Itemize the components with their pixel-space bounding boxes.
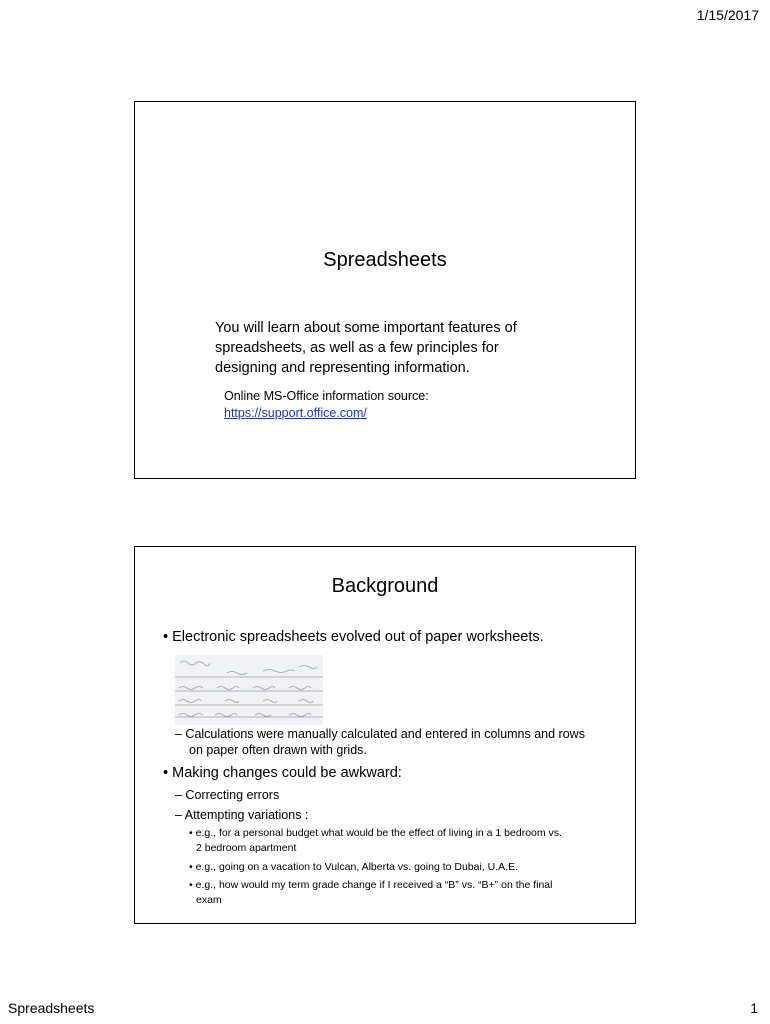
sub-bullet-item: – Attempting variations : bbox=[175, 808, 309, 822]
slide-title: Background bbox=[331, 575, 439, 597]
sub-bullet-line: – Calculations were manually calculated and entered in columns and rows bbox=[175, 727, 585, 741]
slide-background bbox=[134, 546, 636, 924]
slide-title: Spreadsheets bbox=[323, 249, 447, 271]
bullet-text: Making changes could be awkward: bbox=[172, 765, 402, 781]
sub-sub-bullet-item: • e.g., going on a vacation to Vulcan, Alberta vs. going to Dubai, U.A.E. bbox=[189, 861, 518, 873]
page-number: 1 bbox=[750, 1000, 758, 1016]
sub-sub-bullet-line: 2 bedroom apartment bbox=[196, 842, 297, 854]
bullet-item: • Making changes could be awkward: bbox=[163, 765, 402, 781]
intro-line: You will learn about some important features of bbox=[215, 320, 517, 336]
intro-line: designing and representing information. bbox=[215, 360, 470, 376]
bullet-text: Electronic spreadsheets evolved out of paper worksheets. bbox=[172, 629, 544, 645]
page-date: 1/15/2017 bbox=[696, 7, 759, 23]
intro-line: spreadsheets, as well as a few principles for bbox=[215, 340, 499, 356]
sub-sub-bullet-item bbox=[189, 826, 562, 856]
sub-sub-bullet-line: • e.g., for a personal budget what would be the effect of living in a 1 bedroom vs. bbox=[189, 827, 562, 839]
sub-bullet-line: on paper often drawn with grids. bbox=[189, 743, 367, 757]
sub-sub-bullet-item bbox=[189, 878, 552, 908]
sub-bullet-item bbox=[175, 726, 585, 758]
paper-worksheet-image bbox=[175, 655, 323, 725]
source-link[interactable]: https://support.office.com/ bbox=[224, 406, 367, 420]
sub-bullet-item: – Correcting errors bbox=[175, 788, 280, 802]
sub-sub-bullet-line: • e.g., how would my term grade change if I received a “B” vs. “B+” on the final bbox=[189, 879, 553, 891]
slide-intro-text bbox=[215, 318, 555, 378]
bullet-item: • Electronic spreadsheets evolved out of paper worksheets. bbox=[163, 629, 544, 645]
footer-title: Spreadsheets bbox=[8, 1000, 95, 1016]
source-label: Online MS-Office information source: bbox=[224, 389, 429, 403]
slide-spreadsheets bbox=[134, 101, 636, 479]
source-block bbox=[224, 388, 429, 422]
handwritten-budget-sketch bbox=[175, 655, 323, 725]
sub-sub-bullet-line: exam bbox=[196, 894, 222, 906]
